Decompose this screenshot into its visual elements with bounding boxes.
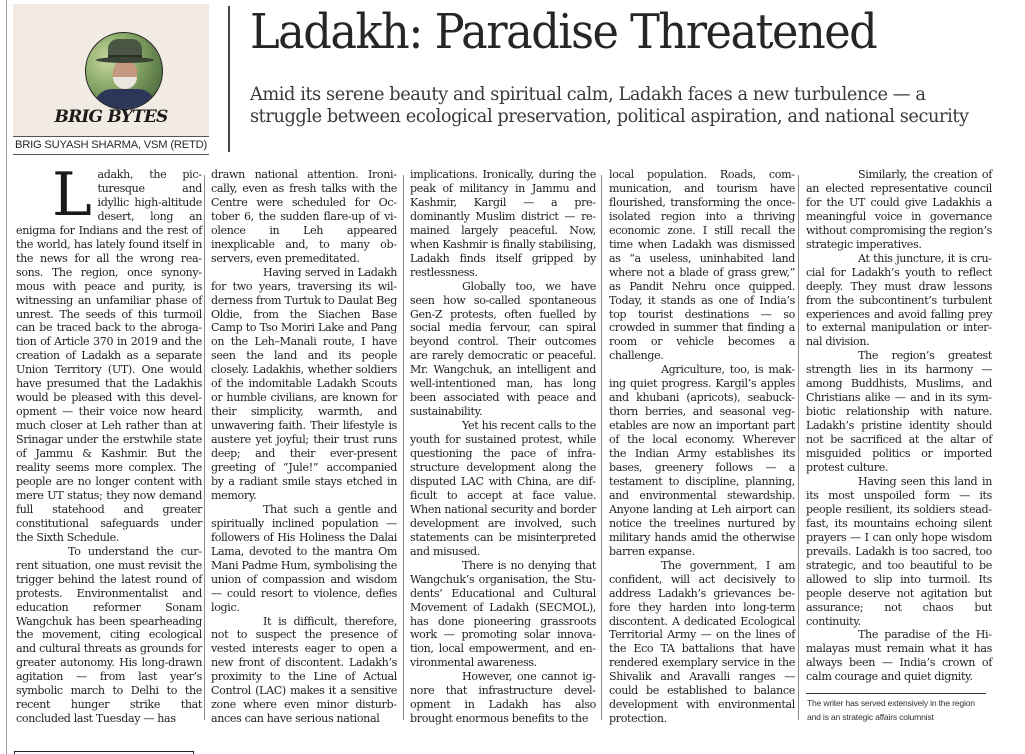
paragraph: However, one cannot ignore that infrastructure development in Ladakh has also brought enormous benefits to the bbox=[410, 670, 596, 726]
paragraph: Having served in Ladakh for two years, traversing its wilderness from Turtuk to Daulat Beg Oldie, from the Siachen Base Camp to Tso Moriri Lake and Pang on the Leh–Manali route, I have seen the land and its people closely. Ladakhis, whether soldiers of the indomitable Ladakh Scouts or humble civilians, are known for their simplicity, warmth, and unwavering faith. Their lifestyle is austere yet joyful; their trust runs deep; and their ever-present greeting of “Jule!” accompanied by a radiant smile stays etched in memory. bbox=[211, 265, 397, 502]
author-note: The writer has served extensively in the region and is an strategic affairs columnist bbox=[807, 698, 975, 722]
article-column-1 bbox=[16, 160, 202, 726]
paragraph: Agriculture, too, is making quiet progress. Kargil’s apples and khubani (apricots), seabuckthorn berries, and seasonal vegetables are now an important part of the local economy. Wherever the Indian Army establishes its bases, greenery follows — a testament to discipline, planning, and environmental stewardship. Anyone landing at Leh airport can notice the treelines nurtured by military hands amid the otherwise barren expanse. bbox=[609, 363, 795, 558]
article-column-5 bbox=[806, 168, 992, 684]
paragraph: Globally too, we have seen how so-called spontaneous Gen-Z protests, often fuelled by social media fervour, can spiral beyond control. Their outcomes are rarely democratic or peaceful. Mr. Wangchuk, an intelligent and well-intentioned man, has long been associated with peace and sustainability. bbox=[410, 279, 596, 419]
article-column-2 bbox=[211, 168, 397, 726]
column-body bbox=[16, 160, 202, 726]
paragraph: It is difficult, therefore, not to suspect the presence of vested interests eager to open a new front of discontent. Ladakh’s proximity to the Line of Actual Control (LAC) makes it a sensitive zone where even minor disturbances can have serious national bbox=[211, 614, 397, 726]
column-divider bbox=[403, 175, 404, 720]
paragraph: At this juncture, it is crucial for Ladakh’s youth to reflect deeply. They must draw lessons from the subcontinent’s turbulent experiences and avoid falling prey to external manipulation or internal division. bbox=[806, 251, 992, 349]
article-column-4 bbox=[609, 168, 795, 726]
column-divider bbox=[798, 175, 799, 720]
paragraph: There is no denying that Wangchuk’s organisation, the Students’ Educational and Cultural Movement of Ladakh (SECMOL), has done pioneering grassroots work — promoting solar innovation, local empowerment, and environmental awareness. bbox=[410, 558, 596, 670]
paragraph: To understand the current situation, one must revisit the trigger behind the latest round of protests. Environmentalist and education reformer Sonam Wangchuk has been spearheading the movement, citing ecological and cultural threats as grounds for greater autonomy. His long-drawn agitation — from last year’s symbolic march to Delhi to the recent hunger strike that concluded last Tuesday — has bbox=[16, 544, 202, 726]
paragraph: local population. Roads, communication, and tourism have flourished, transforming the once-isolated region into a thriving economic zone. I still recall the time when Ladakh was dismissed as “a useless, uninhabited land where not a blade of grass grew,” as Pandit Nehru once quipped. Today, it stands as one of India’s top tourist destinations — so crowded in summer that finding a room or vehicle becomes a challenge. bbox=[609, 168, 795, 363]
paragraph: That such a gentle and spiritually inclined population — followers of His Holiness the Dalai Lama, devoted to the mantra Om Mani Padme Hum, symbolising the union of compassion and wisdom — could resort to violence, defies logic. bbox=[211, 502, 397, 614]
column-body bbox=[609, 168, 795, 726]
headline: Ladakh: Paradise Threatened bbox=[250, 4, 877, 60]
paragraph: The government, I am confident, will act decisively to address Ladakh’s grievances before they harden into long-term discontent. A dedicated Ecological Territorial Army — on the lines of the Eco TA battalions that have rendered exemplary service in the Shivalik and Aravalli ranges — could be established to balance development with environmental protection. bbox=[609, 558, 795, 726]
article-column-3 bbox=[410, 168, 596, 726]
column-body bbox=[211, 168, 397, 726]
author-byline: BRIG SUYASH SHARMA, VSM (RETD) bbox=[13, 136, 209, 155]
footnote-divider bbox=[806, 693, 986, 694]
column-brand-box bbox=[13, 4, 209, 136]
drop-cap: L bbox=[52, 160, 92, 230]
paragraph: adakh, the picturesque and idyllic high-altitude desert, long an enigma for Indians and the rest of the world, has lately found itself in the news for all the wrong reasons. The region, once synonymous with peace and purity, is witnessing an unfamiliar phase of unrest. The seeds of this turmoil can be traced back to the abrogation of Article 370 in 2019 and the creation of Ladakh as a separate Union Territory (UT). One would have presumed that the Ladakhis would be pleased with this development — their voice now heard much closer at Leh rather than at Srinagar under the erstwhile state of Jammu & Kashmir. But the reality seems more complex. The people are no longer content with mere UT status; they now demand full statehood and greater constitutional safeguards under the Sixth Schedule. bbox=[16, 168, 202, 544]
paragraph: implications. Ironically, during the peak of militancy in Jammu and Kashmir, Kargil — a predominantly Muslim district — remained largely peaceful. Now, when Kashmir is finally stabilising, Ladakh finds itself gripped by restlessness. bbox=[410, 168, 596, 279]
paragraph: The paradise of the Himalayas must remain what it has always been — India’s crown of calm courage and quiet dignity. bbox=[806, 628, 992, 684]
column-divider bbox=[204, 175, 205, 720]
paragraph: Yet his recent calls to the youth for sustained protest, while questioning the pace of infrastructure development along the disputed LAC with China, are difficult to accept at face value. When national security and border development are involved, such statements can be misinterpreted and misused. bbox=[410, 419, 596, 558]
deck-subheadline: Amid its serene beauty and spiritual calm, Ladakh faces a new turbulence — a struggle between ecological preservation, political aspiration, and national security bbox=[250, 84, 969, 127]
header-divider bbox=[228, 6, 230, 152]
paragraph: drawn national attention. Ironically, even as fresh talks with the Centre were scheduled for October 6, the sudden flare-up of violence in Leh appeared inexplicable and, to many observers, even premeditated. bbox=[211, 168, 397, 265]
author-avatar bbox=[85, 32, 163, 110]
paragraph: Similarly, the creation of an elected representative council for the UT could give Ladakhis a meaningful voice in governance without compromising the region’s strategic imperatives. bbox=[806, 168, 992, 251]
page-edge-rule bbox=[6, 0, 7, 754]
avatar-beard bbox=[113, 77, 137, 89]
paragraph: The region’s greatest strength lies in its harmony — among Buddhists, Muslims, and Christians alike — and in its symbiotic relationship with nature. Ladakh’s pristine identity should not be sacrificed at the altar of misguided politics or imported protest culture. bbox=[806, 349, 992, 475]
column-divider bbox=[601, 175, 602, 720]
column-body bbox=[806, 168, 992, 684]
column-body bbox=[410, 168, 596, 726]
column-name: BRIG BYTES bbox=[54, 107, 168, 127]
paragraph: Having seen this land in its most unspoiled form — its people resilient, its soldiers steadfast, its mountains echoing silent prayers — I can only hope wisdom prevails. Ladakh is too sacred, too strategic, and too beautiful to be allowed to slip into turmoil. Its people deserve not agitation but assurance; not chaos but continuity. bbox=[806, 474, 992, 628]
avatar-hat-brim bbox=[96, 57, 154, 63]
